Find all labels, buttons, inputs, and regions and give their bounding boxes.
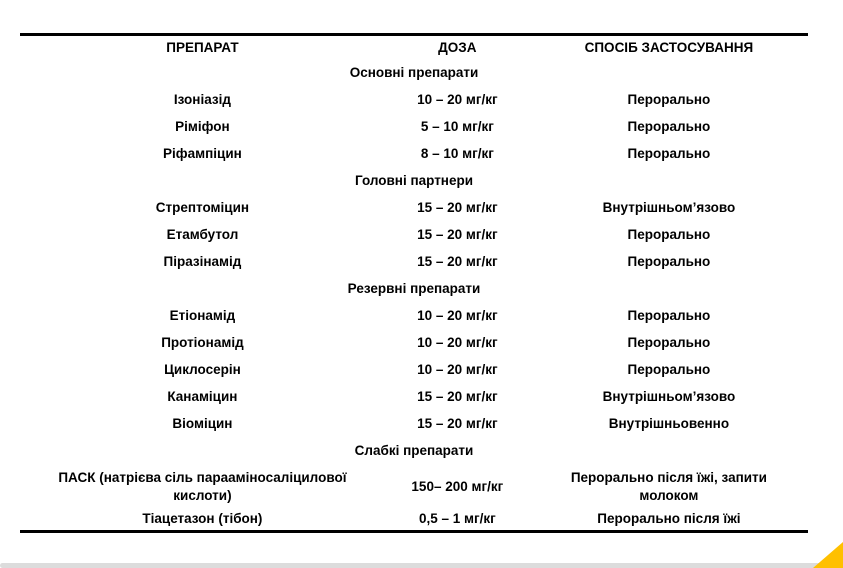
table-row <box>20 249 808 276</box>
route: Перорально <box>627 362 711 377</box>
drug-name: Ізоніазід <box>173 92 231 107</box>
table-row <box>20 303 808 330</box>
route: Перорально <box>627 335 711 350</box>
medication-table <box>20 33 808 533</box>
route: Перорально після їжі <box>597 511 741 527</box>
route-cell <box>530 222 808 249</box>
drug-name-cell <box>20 357 385 384</box>
section-title: Слабкі препарати <box>354 443 474 458</box>
drug-name-cell <box>20 303 385 330</box>
table-row <box>20 465 808 509</box>
route-cell <box>530 114 808 141</box>
table-row <box>20 509 808 532</box>
drug-name: ПАСК (натрієва сіль парааміносаліцилової кислоти) <box>58 469 347 503</box>
section-row <box>20 276 808 303</box>
column-header-route: СПОСІБ ЗАСТОСУВАННЯ <box>584 39 754 55</box>
route-cell <box>530 384 808 411</box>
drug-name-cell <box>20 384 385 411</box>
dose-cell: 0,5 – 1 мг/кг <box>418 511 496 527</box>
table-row <box>20 195 808 222</box>
table-row <box>20 141 808 168</box>
table-row <box>20 357 808 384</box>
drug-name-cell <box>20 249 385 276</box>
dose-cell: 8 – 10 мг/кг <box>420 146 494 161</box>
drug-name-cell <box>20 195 385 222</box>
drug-name: Ріміфон <box>175 119 230 134</box>
route: Перорально <box>627 254 711 269</box>
dose-cell: 15 – 20 мг/кг <box>417 416 498 431</box>
route: Перорально <box>627 146 711 161</box>
route-cell <box>530 357 808 384</box>
route-cell <box>530 330 808 357</box>
corner-accent-triangle <box>813 542 843 568</box>
drug-name: Етамбутол <box>166 227 239 242</box>
drug-name-cell <box>20 114 385 141</box>
route-cell <box>530 141 808 168</box>
route: Внутрішньовенно <box>608 416 730 431</box>
table-row <box>20 222 808 249</box>
table-row <box>20 411 808 438</box>
dose-cell: 10 – 20 мг/кг <box>417 335 498 350</box>
section-title: Головні партнери <box>354 173 474 188</box>
column-header-drug: ПРЕПАРАТ <box>166 39 239 55</box>
bottom-bar <box>0 563 843 568</box>
route-cell <box>530 465 808 509</box>
drug-name-cell <box>20 465 385 509</box>
table-row <box>20 330 808 357</box>
drug-name: Піразінамід <box>163 254 242 269</box>
section-title: Основні препарати <box>349 65 479 80</box>
drug-name: Віоміцин <box>172 416 233 431</box>
route-cell <box>530 249 808 276</box>
dose-cell: 15 – 20 мг/кг <box>417 389 498 404</box>
dose-cell: 15 – 20 мг/кг <box>417 227 498 242</box>
dose-cell: 10 – 20 мг/кг <box>417 92 498 107</box>
drug-name: Стрептоміцин <box>155 200 250 215</box>
drug-name: Ріфампіцин <box>163 146 242 161</box>
drug-name-cell <box>20 141 385 168</box>
dose-cell: 10 – 20 мг/кг <box>417 362 498 377</box>
drug-name: Тіацетазон (тібон) <box>142 511 263 527</box>
route: Перорально після їжі, запити молоком <box>570 469 767 503</box>
drug-name: Протіонамід <box>161 335 244 350</box>
route-cell <box>530 87 808 114</box>
section-row <box>20 60 808 87</box>
drug-name-cell <box>20 509 385 532</box>
drug-name: Канаміцин <box>167 389 238 404</box>
drug-name: Циклосерін <box>164 362 241 377</box>
section-title: Резервні препарати <box>347 281 481 296</box>
table-row <box>20 384 808 411</box>
route-cell <box>530 411 808 438</box>
drug-name-cell <box>20 330 385 357</box>
drug-name-cell <box>20 411 385 438</box>
route-cell <box>530 303 808 330</box>
route: Перорально <box>627 308 711 323</box>
route: Перорально <box>627 119 711 134</box>
table-row <box>20 87 808 114</box>
route: Внутрішньом’язово <box>602 389 736 404</box>
dose-cell: 150– 200 мг/кг <box>411 478 504 494</box>
table-row <box>20 114 808 141</box>
drug-name-cell <box>20 222 385 249</box>
section-row <box>20 438 808 465</box>
drug-name-cell <box>20 87 385 114</box>
dose-cell: 15 – 20 мг/кг <box>417 200 498 215</box>
drug-name: Етіонамід <box>169 308 236 323</box>
route: Перорально <box>627 92 711 107</box>
dose-cell: 5 – 10 мг/кг <box>420 119 494 134</box>
route-cell <box>530 509 808 532</box>
dose-cell: 10 – 20 мг/кг <box>417 308 498 323</box>
column-header-dose: ДОЗА <box>438 39 477 55</box>
section-row <box>20 168 808 195</box>
route: Внутрішньом’язово <box>602 200 736 215</box>
table-header-row <box>20 35 808 60</box>
dose-cell: 15 – 20 мг/кг <box>417 254 498 269</box>
route: Перорально <box>627 227 711 242</box>
route-cell <box>530 195 808 222</box>
